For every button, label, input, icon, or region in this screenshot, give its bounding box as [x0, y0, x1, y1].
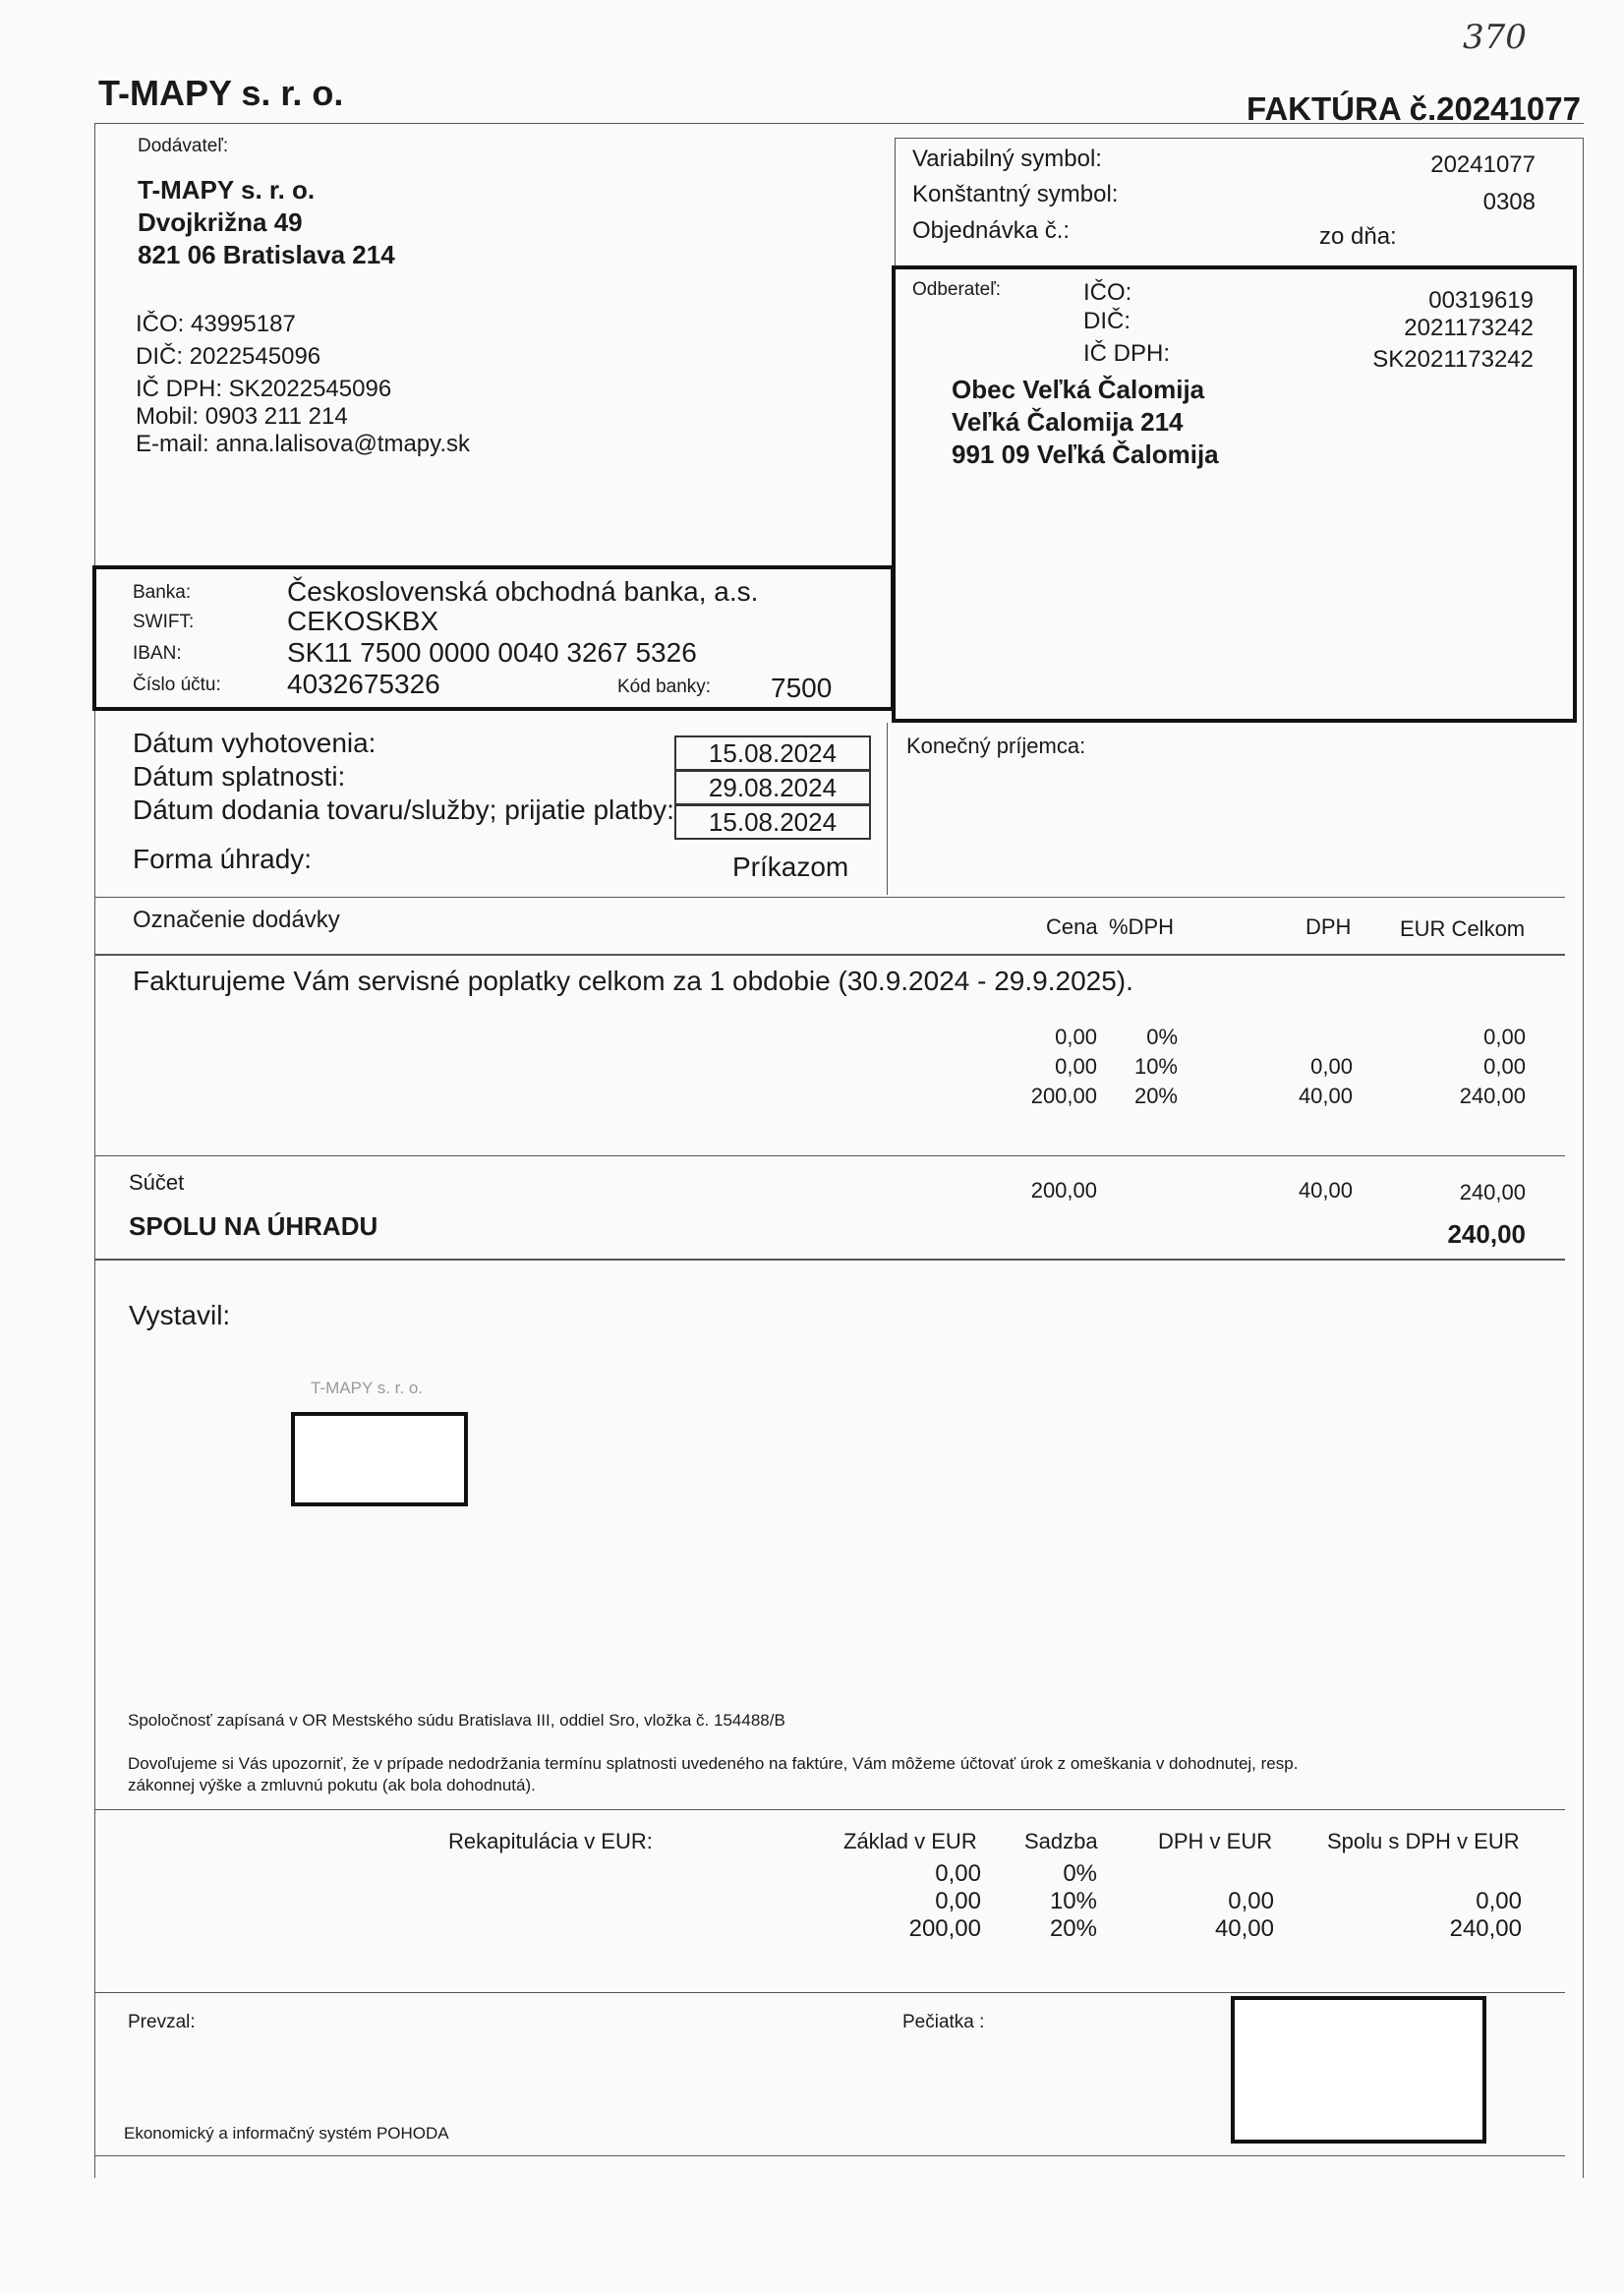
page-note: 370: [1463, 18, 1527, 57]
issuer-signature-redaction: [291, 1412, 468, 1506]
account-value: 4032675326: [287, 669, 440, 699]
recap-total: 240,00: [1449, 1915, 1522, 1942]
constant-symbol-value: 0308: [1482, 189, 1536, 215]
iban-value: SK11 7500 0000 0040 3267 5326: [287, 637, 697, 668]
recap-base: 0,00: [935, 1888, 981, 1914]
supplier-name: T-MAPY s. r. o.: [138, 175, 316, 205]
item-price: 0,00: [1055, 1025, 1097, 1049]
supplier-ico: IČO: 43995187: [136, 311, 296, 337]
item-total: 0,00: [1483, 1054, 1526, 1079]
symbols-left-border: [895, 138, 896, 267]
issuer-label: Vystavil:: [129, 1300, 231, 1330]
issuer-stamp-text: T-MAPY s. r. o.: [311, 1379, 423, 1397]
supplier-dic: DIČ: 2022545096: [136, 343, 321, 370]
dates-divider: [887, 723, 888, 895]
item-vat: 40,00: [1298, 1084, 1353, 1108]
supplier-email: E-mail: anna.lalisova@tmapy.sk: [136, 431, 471, 457]
constant-symbol-label: Konštantný symbol:: [912, 181, 1119, 207]
recap-vat-col: [1160, 1860, 1274, 1943]
payment-form-label: Forma úhrady:: [133, 844, 313, 874]
recap-top-rule: [94, 1809, 1565, 1810]
total-due-label: SPOLU NA ÚHRADU: [129, 1211, 378, 1241]
sum-total: 240,00: [1459, 1180, 1526, 1205]
final-recipient-label: Konečný príjemca:: [906, 734, 1086, 758]
item-total: 240,00: [1459, 1084, 1526, 1108]
items-total-header: EUR Celkom: [1400, 916, 1526, 941]
recap-vat-header: DPH v EUR: [1158, 1829, 1273, 1853]
item-total-col: [1416, 1023, 1526, 1111]
bank-value: Československá obchodná banka, a.s.: [287, 576, 759, 607]
item-price-col: [993, 1023, 1097, 1111]
customer-label: Odberateľ:: [912, 279, 1002, 300]
bank-code-value: 7500: [771, 673, 833, 703]
recap-title: Rekapitulácia v EUR:: [448, 1829, 653, 1853]
sum-label: Súčet: [129, 1170, 185, 1195]
item-description: Fakturujeme Vám servisné poplatky celkom za 1 obdobie (30.9.2024 - 29.9.2025).: [133, 966, 1133, 996]
outer-right-border: [1583, 138, 1584, 2178]
customer-dic-label: DIČ:: [1083, 308, 1131, 334]
stamp-label: Pečiatka :: [902, 2012, 985, 2032]
footer-top-rule: [94, 1992, 1565, 1993]
variable-symbol-value: 20241077: [1430, 151, 1536, 178]
swift-value: CEKOSKBX: [287, 606, 439, 636]
delivery-date-value: 15.08.2024: [674, 804, 871, 840]
sum-vat: 40,00: [1298, 1178, 1353, 1203]
customer-name: Obec Veľká Čalomija: [952, 375, 1205, 404]
variable-symbol-label: Variabilný symbol:: [912, 146, 1102, 172]
recap-vat: [1160, 1860, 1274, 1888]
iban-label: IBAN:: [133, 643, 182, 664]
received-label: Prevzal:: [128, 2012, 196, 2032]
customer-city: 991 09 Veľká Čalomija: [952, 440, 1219, 469]
item-price: 200,00: [1030, 1084, 1097, 1108]
recap-rate-header: Sadzba: [1024, 1829, 1098, 1853]
customer-icdph-value: SK2021173242: [1372, 346, 1534, 373]
supplier-icdph: IČ DPH: SK2022545096: [136, 376, 392, 402]
recap-rate: 20%: [1049, 1915, 1097, 1942]
supplier-mobile: Mobil: 0903 211 214: [136, 403, 348, 430]
recap-base-col: [865, 1860, 981, 1943]
account-label: Číslo účtu:: [133, 675, 221, 695]
registration-text: Spoločnosť zapísaná v OR Mestského súdu Bratislava III, oddiel Sro, vložka č. 154488/B: [128, 1711, 785, 1730]
recap-base: 200,00: [908, 1915, 981, 1942]
totals-top-rule: [94, 1155, 1565, 1156]
recap-total: 0,00: [1476, 1888, 1522, 1914]
items-price-header: Cena: [1046, 914, 1098, 939]
order-date-label: zo dňa:: [1319, 223, 1397, 250]
customer-ico-label: IČO:: [1083, 279, 1132, 306]
items-designation-header: Označenie dodávky: [133, 907, 340, 933]
item-rate: 20%: [1133, 1084, 1178, 1108]
item-rate-col: [1115, 1023, 1178, 1111]
item-rate: 0%: [1146, 1025, 1178, 1049]
item-price: 0,00: [1055, 1054, 1097, 1079]
supplier-city: 821 06 Bratislava 214: [138, 240, 395, 269]
recap-rate-col: [1022, 1860, 1097, 1943]
recap-total-header: Spolu s DPH v EUR: [1327, 1829, 1520, 1853]
recap-base: 0,00: [935, 1860, 981, 1887]
right-header-rule: [895, 138, 1583, 139]
due-date-label: Dátum splatnosti:: [133, 761, 346, 792]
total-due-value: 240,00: [1447, 1219, 1526, 1249]
recap-vat: 40,00: [1214, 1915, 1274, 1942]
order-label: Objednávka č.:: [912, 217, 1071, 244]
items-vat-header: DPH: [1305, 914, 1352, 939]
item-vat-col: [1248, 1023, 1353, 1111]
sum-price: 200,00: [1030, 1178, 1097, 1203]
swift-label: SWIFT:: [133, 612, 195, 632]
recap-vat: 0,00: [1228, 1888, 1274, 1914]
supplier-street: Dvojkrižna 49: [138, 207, 303, 237]
customer-street: Veľká Čalomija 214: [952, 407, 1184, 437]
bank-code-label: Kód banky:: [617, 676, 712, 697]
footer-bottom-rule: [94, 2155, 1565, 2156]
item-vat: 0,00: [1310, 1054, 1353, 1079]
item-vat: [1248, 1023, 1353, 1052]
bank-label: Banka:: [133, 582, 192, 603]
delivery-date-label: Dátum dodania tovaru/služby; prijatie platby:: [133, 794, 674, 825]
company-header: T-MAPY s. r. o.: [98, 73, 344, 113]
customer-ico-value: 00319619: [1428, 287, 1534, 314]
issue-date-value: 15.08.2024: [674, 735, 871, 771]
stamp-redaction: [1231, 1996, 1486, 2144]
software-footer: Ekonomický a informačný systém POHODA: [124, 2124, 449, 2143]
payment-notice-line2: zákonnej výške a zmluvnú pokutu (ak bola dohodnutá).: [128, 1776, 536, 1794]
customer-dic-value: 2021173242: [1404, 315, 1534, 341]
items-vat-pct-header: %DPH: [1109, 914, 1175, 939]
totals-bottom-rule: [94, 1259, 1565, 1261]
recap-rate: 0%: [1063, 1860, 1097, 1887]
recap-total-col: [1406, 1860, 1522, 1943]
customer-icdph-label: IČ DPH:: [1083, 340, 1171, 367]
supplier-label: Dodávateľ:: [138, 136, 229, 156]
invoice-title: FAKTÚRA č.20241077: [1247, 90, 1581, 127]
issue-date-label: Dátum vyhotovenia:: [133, 728, 377, 758]
payment-form-value: Príkazom: [732, 852, 849, 882]
header-rule: [94, 123, 1584, 124]
items-header-rule: [94, 954, 1565, 956]
recap-base-header: Základ v EUR: [843, 1829, 977, 1853]
outer-left-border: [94, 123, 95, 2178]
payment-notice-line1: Dovoľujeme si Vás upozorniť, že v prípade nedodržania termínu splatnosti uvedeného na faktúre, Vám môžeme účtovať úrok z omeškania v dohodnutej, resp.: [128, 1754, 1299, 1773]
due-date-value: 29.08.2024: [674, 770, 871, 805]
items-top-rule: [94, 897, 1565, 898]
recap-total: [1406, 1860, 1522, 1888]
recap-rate: 10%: [1049, 1888, 1097, 1914]
item-total: 0,00: [1483, 1025, 1526, 1049]
item-rate: 10%: [1133, 1054, 1178, 1079]
